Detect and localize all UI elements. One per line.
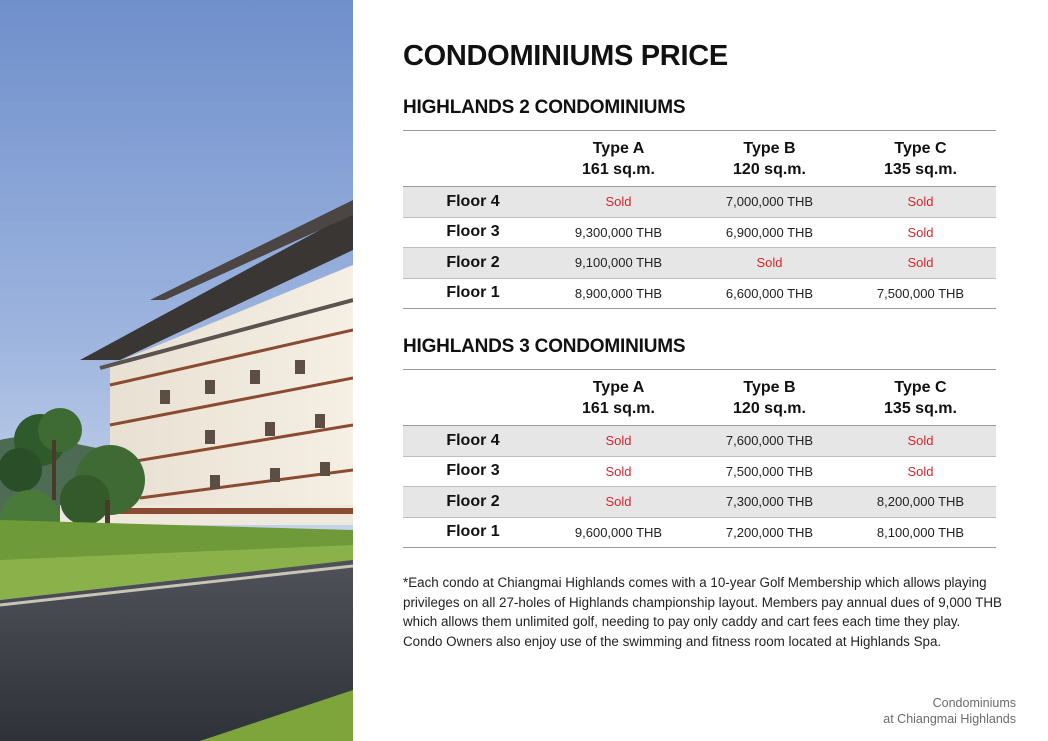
table-row <box>403 517 996 548</box>
floor-label: Floor 3 <box>403 456 543 487</box>
price-cell: 6,600,000 THB <box>694 278 845 309</box>
price-cell: 9,600,000 THB <box>543 517 694 548</box>
column-header-type-c <box>845 131 996 187</box>
column-header-type-a <box>543 131 694 187</box>
column-size: 161 sq.m. <box>582 160 655 178</box>
building-photo <box>0 0 353 741</box>
condominium-building-illustration <box>0 0 353 741</box>
column-type: Type B <box>743 378 796 396</box>
table-row <box>403 426 996 457</box>
highlands-3-title: HIGHLANDS 3 CONDOMINIUMS <box>403 336 686 357</box>
price-cell: 7,500,000 THB <box>694 456 845 487</box>
highlands-2-title: HIGHLANDS 2 CONDOMINIUMS <box>403 97 686 118</box>
price-cell: 7,300,000 THB <box>694 487 845 518</box>
price-cell: 8,100,000 THB <box>845 517 996 548</box>
floor-label: Floor 4 <box>403 187 543 218</box>
table-row <box>403 487 996 518</box>
floor-label: Floor 1 <box>403 517 543 548</box>
column-size: 135 sq.m. <box>884 160 957 178</box>
header-corner <box>403 131 543 187</box>
floor-label: Floor 2 <box>403 487 543 518</box>
table-row <box>403 217 996 248</box>
column-header-type-a <box>543 370 694 426</box>
column-size: 120 sq.m. <box>733 399 806 417</box>
footnote-golf-membership: *Each condo at Chiangmai Highlands comes with a 10-year Golf Membership which allows playing privileges on all 27-holes of Highlands championship layout. Members pay annual dues of 9,000 THB which allows them unlimited golf, needing to pay only caddy and cart fees each time they play. <box>403 575 1002 630</box>
price-cell: 7,200,000 THB <box>694 517 845 548</box>
column-size: 120 sq.m. <box>733 160 806 178</box>
price-cell: Sold <box>543 187 694 218</box>
floor-label: Floor 2 <box>403 248 543 279</box>
column-type: Type A <box>592 139 645 157</box>
column-type: Type C <box>894 378 947 396</box>
column-type: Type C <box>894 139 947 157</box>
price-cell: Sold <box>543 456 694 487</box>
column-size: 161 sq.m. <box>582 399 655 417</box>
price-cell: 7,500,000 THB <box>845 278 996 309</box>
price-cell: Sold <box>845 217 996 248</box>
price-cell: Sold <box>845 248 996 279</box>
price-cell: 8,200,000 THB <box>845 487 996 518</box>
price-cell: 9,300,000 THB <box>543 217 694 248</box>
header-corner <box>403 370 543 426</box>
column-header-type-b <box>694 131 845 187</box>
floor-label: Floor 1 <box>403 278 543 309</box>
column-type: Type B <box>743 139 796 157</box>
column-type: Type A <box>592 378 645 396</box>
table-row <box>403 278 996 309</box>
floor-label: Floor 3 <box>403 217 543 248</box>
footnote-spa-access: Condo Owners also enjoy use of the swimming and fitness room located at Highlands Spa. <box>403 633 942 649</box>
price-cell: 6,900,000 THB <box>694 217 845 248</box>
highlands-3-price-table <box>403 369 996 548</box>
price-cell: Sold <box>845 426 996 457</box>
price-cell: 9,100,000 THB <box>543 248 694 279</box>
price-cell: Sold <box>845 187 996 218</box>
price-cell: Sold <box>543 487 694 518</box>
corner-caption-line1: Condominiums <box>932 696 1016 710</box>
price-cell: 7,000,000 THB <box>694 187 845 218</box>
corner-caption <box>883 696 1016 727</box>
column-header-type-b <box>694 370 845 426</box>
footnote <box>403 573 1008 651</box>
highlands-2-price-table <box>403 130 996 309</box>
price-cell: Sold <box>845 456 996 487</box>
price-cell: Sold <box>543 426 694 457</box>
page-title: CONDOMINIUMS PRICE <box>403 40 728 72</box>
table-row <box>403 456 996 487</box>
corner-caption-line2: at Chiangmai Highlands <box>883 711 1016 726</box>
table-row <box>403 187 996 218</box>
column-header-type-c <box>845 370 996 426</box>
table-header-row <box>403 370 996 426</box>
column-size: 135 sq.m. <box>884 399 957 417</box>
price-cell: Sold <box>694 248 845 279</box>
floor-label: Floor 4 <box>403 426 543 457</box>
price-cell: 8,900,000 THB <box>543 278 694 309</box>
price-cell: 7,600,000 THB <box>694 426 845 457</box>
table-row <box>403 248 996 279</box>
table-header-row <box>403 131 996 187</box>
